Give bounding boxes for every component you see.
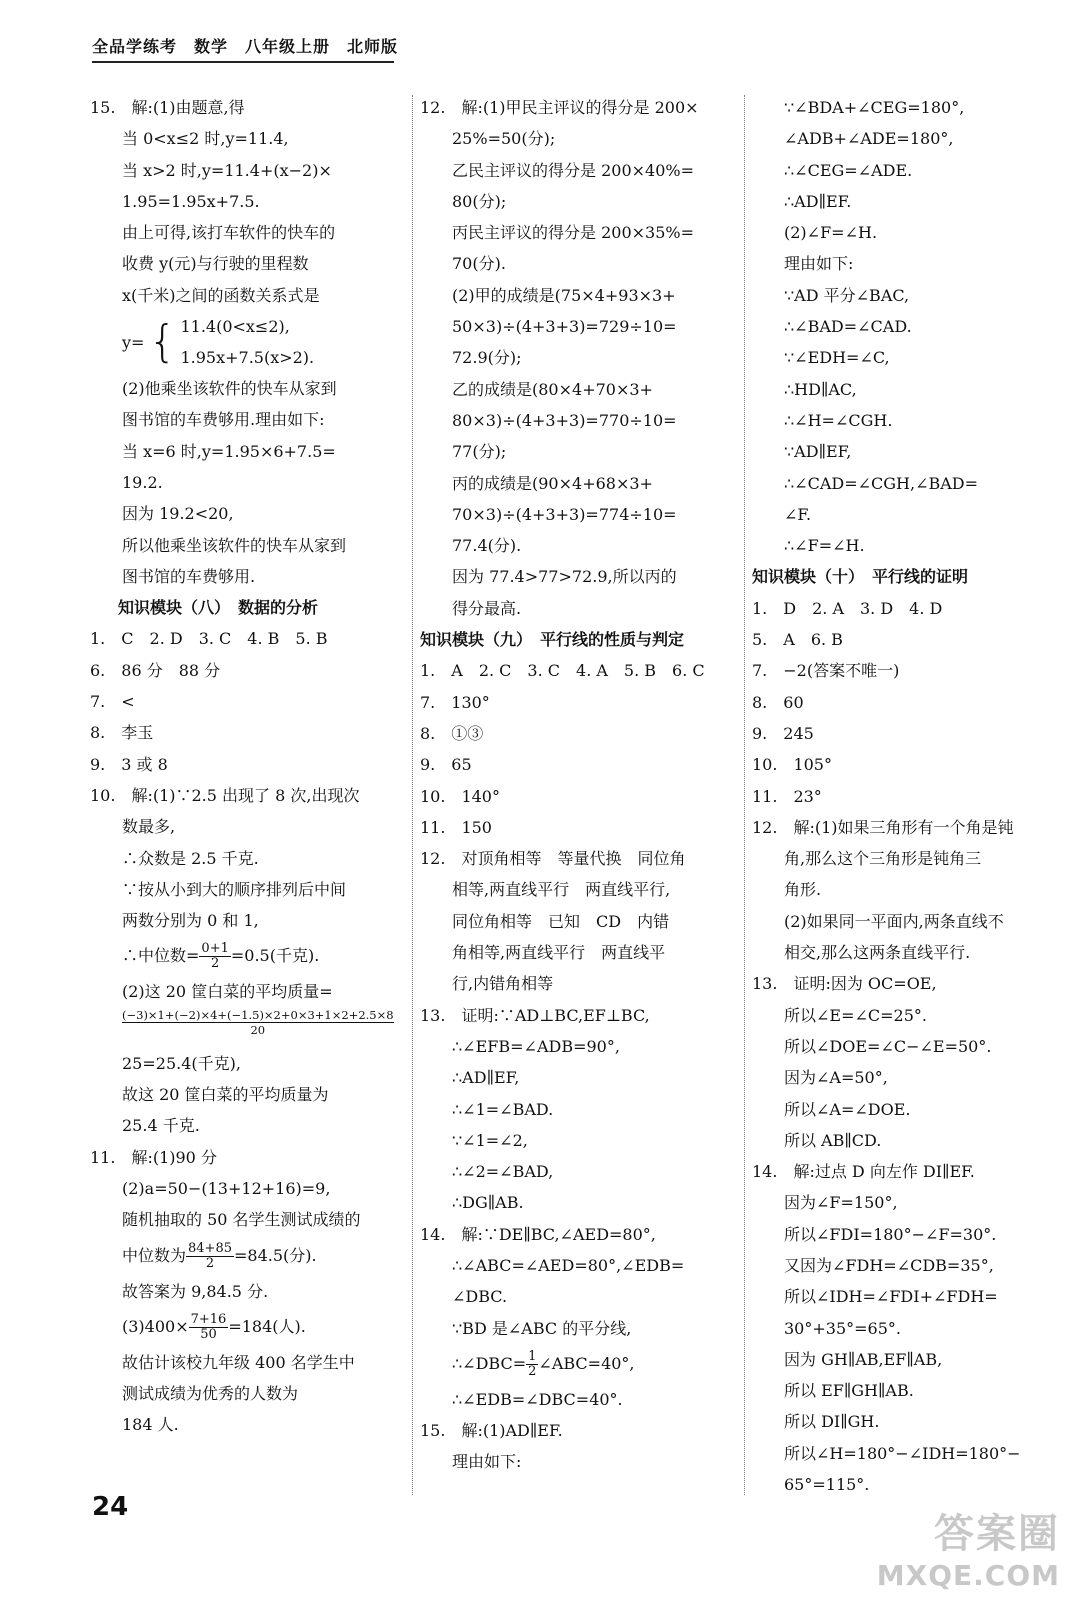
text-line: 11. 150: [420, 817, 492, 837]
section-heading-8: 知识模块（八） 数据的分析: [118, 598, 319, 618]
text-line: ∴∠F=∠H.: [784, 536, 865, 556]
watermark: [877, 1502, 1060, 1592]
column-1: [90, 92, 408, 1441]
average-fraction: [122, 1008, 394, 1037]
brace-icon: {: [148, 316, 177, 368]
fraction-numerator: 1: [528, 1348, 537, 1364]
text-line: 所以 DI∥GH.: [784, 1412, 880, 1432]
text-line: 同位角相等 已知 CD 内错: [452, 911, 670, 931]
text-line: 所以∠H=180°−∠IDH=180°−: [784, 1443, 1021, 1463]
text-line: 7. <: [90, 692, 135, 712]
text-line: ∵按从小到大的顺序排列后中间: [122, 879, 347, 899]
estimate-result: =184(人).: [228, 1316, 306, 1336]
text-line: 图书馆的车费够用.: [122, 566, 256, 586]
text-line: 丙的成绩是(90×4+68×3+: [452, 473, 653, 493]
text-line: 得分最高.: [452, 598, 522, 618]
text-line: ∠DBC.: [452, 1287, 508, 1307]
text-line: ∵∠BDA+∠CEG=180°,: [784, 98, 965, 117]
text-line: 14. 解:过点 D 向左作 DI∥EF.: [752, 1162, 975, 1182]
text-line: 80×3)÷(4+3+3)=770÷10=: [452, 410, 677, 430]
text-line: 角形.: [784, 880, 822, 900]
text-line: x(千米)之间的函数关系式是: [122, 285, 320, 305]
text-line: 因为∠F=150°,: [784, 1193, 898, 1213]
piecewise-function: [90, 311, 408, 373]
fraction-numerator: 0+1: [201, 941, 229, 957]
text-line: 测试成绩为优秀的人数为: [122, 1384, 299, 1404]
median-result: =0.5(千克).: [230, 946, 320, 966]
half-angle-line: [420, 1344, 740, 1384]
text-line: 9. 245: [752, 723, 814, 743]
watermark-text: 答案圈: [934, 1511, 1060, 1557]
text-line: 15. 解:(1)AD∥EF.: [420, 1421, 563, 1441]
text-line: 因为 GH∥AB,EF∥AB,: [784, 1349, 943, 1369]
text-line: ∴∠H=∠CGH.: [784, 410, 893, 430]
text-line: 数最多,: [122, 817, 176, 837]
text-line: 25.4 千克.: [122, 1116, 200, 1136]
page-number: 24: [92, 1492, 129, 1522]
text-line: 因为 19.2<20,: [122, 504, 234, 524]
text-line: 当 x=6 时,y=1.95×6+7.5=: [122, 441, 336, 461]
text-line: 乙民主评议的得分是 200×40%=: [452, 160, 695, 180]
text-line: 9. 65: [420, 755, 472, 775]
text-line: ∴∠BAD=∠CAD.: [784, 317, 912, 337]
text-line: 1. D 2. A 3. D 4. D: [752, 598, 943, 618]
text-line: ∵BD 是∠ABC 的平分线,: [452, 1318, 632, 1338]
text-line: 收费 y(元)与行驶的里程数: [122, 254, 309, 274]
text-line: 图书馆的车费够用.理由如下:: [122, 410, 325, 430]
watermark-url: MXQE.COM: [876, 1559, 1060, 1592]
median-line-2: [90, 1236, 408, 1276]
text-line: 所以∠E=∠C=25°.: [784, 1005, 927, 1025]
text-line: 角相等,两直线平行 两直线平: [452, 943, 666, 963]
text-line: 行,内错角相等: [452, 974, 554, 994]
text-line: ∴HD∥AC,: [784, 379, 857, 399]
estimate-fraction: [189, 1313, 229, 1342]
text-line: 184 人.: [122, 1415, 179, 1435]
text-line: ∴∠EFB=∠ADB=90°,: [452, 1036, 620, 1056]
text-line: 13. 证明:∵AD⊥BC,EF⊥BC,: [420, 1005, 650, 1025]
median-text: ∴中位数=: [122, 946, 200, 966]
text-line: 当 0<x≤2 时,y=11.4,: [122, 129, 289, 149]
text-line: ∴∠1=∠BAD.: [452, 1099, 554, 1119]
text-line: ∵AD 平分∠BAC,: [784, 285, 910, 305]
piecewise-case-1: 11.4(0<x≤2),: [180, 317, 290, 337]
text-line: 两数分别为 0 和 1,: [122, 911, 259, 931]
text-line: ∴AD∥EF.: [784, 191, 852, 211]
q12-answer-block: [420, 92, 740, 624]
text-line: (2)∠F=∠H.: [784, 223, 878, 243]
q15-answer-block: [90, 92, 408, 311]
column-divider-left: [412, 95, 413, 1495]
text-line: 10. 140°: [420, 786, 500, 806]
fraction-denominator: 2: [205, 1255, 215, 1271]
fraction-denominator: 2: [211, 956, 220, 972]
text-line: 12. 对顶角相等 等量代换 同位角: [420, 849, 686, 869]
text-line: (2)他乘坐该软件的快车从家到: [122, 379, 337, 399]
text-line: (2)如果同一平面内,两条直线不: [784, 911, 1004, 931]
text-line: 7. −2(答案不唯一): [752, 661, 900, 681]
text-line: 所以 EF∥GH∥AB.: [784, 1381, 914, 1401]
text-line: 所以∠A=∠DOE.: [784, 1099, 911, 1119]
text-line: 理由如下:: [452, 1452, 522, 1472]
section-8-answers: [90, 623, 408, 936]
fraction-denominator: 20: [250, 1022, 266, 1037]
section-9-answers: [420, 655, 740, 1344]
piecewise-case-2: 1.95x+7.5(x>2).: [180, 348, 315, 368]
text-line: 25=25.4(千克),: [122, 1053, 241, 1073]
piecewise-lhs: y=: [122, 332, 145, 352]
text-line: 77(分);: [452, 442, 507, 462]
average-fraction-line: [90, 1008, 408, 1048]
text-line: ∴∠CAD=∠CGH,∠BAD=: [784, 473, 979, 493]
text-line: ∠F.: [784, 504, 812, 524]
estimate-text: (3)400×: [122, 1316, 189, 1336]
text-line: 70(分).: [452, 254, 506, 274]
text-line: ∵AD∥EF,: [784, 442, 852, 462]
text-line: 5. A 6. B: [752, 630, 843, 650]
fraction-denominator: 2: [528, 1363, 537, 1379]
section-10-answers: [752, 593, 1070, 1501]
text-line: 9. 3 或 8: [90, 754, 168, 774]
column-3: [752, 92, 1070, 1500]
estimate-line: [90, 1307, 408, 1347]
text-line: (2)甲的成绩是(75×4+93×3+: [452, 285, 676, 305]
text-line: 1. A 2. C 3. C 4. A 5. B 6. C: [420, 661, 705, 681]
text-line: 相等,两直线平行 两直线平行,: [452, 880, 671, 900]
text-line: 又因为∠FDH=∠CDB=35°,: [784, 1255, 994, 1275]
text-line: ∵∠1=∠2,: [452, 1130, 528, 1150]
text-line: 11. 23°: [752, 786, 822, 806]
fraction-denominator: 50: [200, 1326, 217, 1342]
text-line: ∠ADB+∠ADE=180°,: [784, 129, 954, 149]
text-line: 故估计该校九年级 400 名学生中: [122, 1352, 355, 1372]
text-line: 随机抽取的 50 名学生测试成绩的: [122, 1210, 361, 1230]
text-line: ∴众数是 2.5 千克.: [122, 848, 259, 868]
fraction-numerator: 7+16: [190, 1311, 227, 1327]
text-line: 所以他乘坐该软件的快车从家到: [122, 535, 347, 555]
text-line: 11. 解:(1)90 分: [90, 1147, 217, 1167]
text-line: 77.4(分).: [452, 536, 522, 556]
text-line: 30°+35°=65°.: [784, 1318, 901, 1338]
q11-conclusion: [90, 1347, 408, 1441]
text-line: 12. 解:(1)甲民主评议的得分是 200×: [420, 98, 699, 117]
text-line: 25%=50(分);: [452, 129, 556, 149]
text-line: 理由如下:: [784, 254, 854, 274]
text-line: 由上可得,该打车软件的快车的: [122, 223, 336, 243]
text-line: 12. 解:(1)如果三角形有一个角是钝: [752, 817, 1014, 837]
text-line: 8. 李玉: [90, 723, 154, 743]
text-line: ∴∠2=∠BAD,: [452, 1162, 554, 1182]
text-line: 8. ①③: [420, 723, 484, 743]
text-line: 丙民主评议的得分是 200×35%=: [452, 223, 695, 243]
text-line: 65°=115°.: [784, 1475, 870, 1495]
q15-proof-block: [752, 92, 1070, 561]
text-line: 相交,那么这两条直线平行.: [784, 943, 971, 963]
text-line: (2)a=50−(13+12+16)=9,: [122, 1178, 331, 1198]
answer-line: 故答案为 9,84.5 分.: [122, 1281, 269, 1301]
median-line: [90, 936, 408, 976]
text-line: ∴AD∥EF,: [452, 1068, 520, 1088]
text-line: 72.9(分);: [452, 348, 522, 368]
median-fraction-2: [186, 1242, 234, 1271]
text-line: ∴∠EDB=∠DBC=40°.: [452, 1389, 623, 1409]
median-fraction: [199, 942, 230, 971]
text-line: 1.95=1.95x+7.5.: [122, 191, 260, 211]
text-line: 当 x>2 时,y=11.4+(x−2)×: [122, 160, 332, 180]
text-line: 所以 AB∥CD.: [784, 1130, 882, 1150]
median-result: =84.5(分).: [234, 1245, 317, 1265]
text-line: 10. 解:(1)∵2.5 出现了 8 次,出现次: [90, 785, 360, 805]
text-line: 故这 20 筐白菜的平均质量为: [122, 1085, 329, 1105]
half-angle-text: ∴∠DBC=: [452, 1353, 527, 1373]
text-line: 14. 解:∵DE∥BC,∠AED=80°,: [420, 1224, 656, 1244]
text-line: 70×3)÷(4+3+3)=774÷10=: [452, 504, 677, 524]
text-line: 所以∠DOE=∠C−∠E=50°.: [784, 1036, 992, 1056]
text-line: 乙的成绩是(80×4+70×3+: [452, 379, 653, 399]
column-2: [420, 92, 740, 1478]
q14-15-end: [420, 1384, 740, 1478]
text-line: 19.2.: [122, 472, 163, 492]
column-divider-right: [744, 95, 745, 1495]
text-line: 7. 130°: [420, 692, 490, 712]
text-line: ∵∠EDH=∠C,: [784, 348, 890, 368]
text-line: ∴DG∥AB.: [452, 1193, 524, 1213]
half-angle-result: ∠ABC=40°,: [538, 1353, 635, 1373]
q15-part2-block: [90, 373, 408, 592]
text-line: 1. C 2. D 3. C 4. B 5. B: [90, 629, 328, 649]
text-line: ∴∠CEG=∠ADE.: [784, 160, 913, 180]
text-line: 因为∠A=50°,: [784, 1068, 888, 1088]
text-line: 所以∠FDI=180°−∠F=30°.: [784, 1224, 997, 1244]
text-line: ∴∠ABC=∠AED=80°,∠EDB=: [452, 1255, 685, 1275]
text-line: 50×3)÷(4+3+3)=729÷10=: [452, 317, 677, 337]
page-header: 全品学练考 数学 八年级上册 北师版: [92, 34, 394, 63]
fraction-numerator: (−3)×1+(−2)×4+(−1.5)×2+0×3+1×2+2.5×8: [122, 1007, 394, 1022]
text-line: 6. 86 分 88 分: [90, 660, 221, 680]
section-heading-9: 知识模块（九） 平行线的性质与判定: [420, 630, 685, 650]
text-line: 角,那么这个三角形是钝角三: [784, 849, 982, 869]
text-line: 10. 105°: [752, 755, 832, 775]
text-line: 8. 60: [752, 692, 804, 712]
text-line: 因为 77.4>77>72.9,所以丙的: [452, 567, 677, 587]
text-line: 80(分);: [452, 191, 507, 211]
text-line: 所以∠IDH=∠FDI+∠FDH=: [784, 1287, 998, 1307]
average-line: (2)这 20 筐白菜的平均质量=: [122, 982, 333, 1002]
section-heading-10: 知识模块（十） 平行线的证明: [752, 567, 969, 587]
median-text: 中位数为: [122, 1245, 187, 1265]
q10-11-answers: [90, 1048, 408, 1236]
text-line: 13. 证明:因为 OC=OE,: [752, 974, 937, 994]
fraction-numerator: 84+85: [188, 1240, 232, 1256]
half-fraction: [526, 1350, 538, 1379]
text-line: 15. 解:(1)由题意,得: [90, 98, 245, 117]
